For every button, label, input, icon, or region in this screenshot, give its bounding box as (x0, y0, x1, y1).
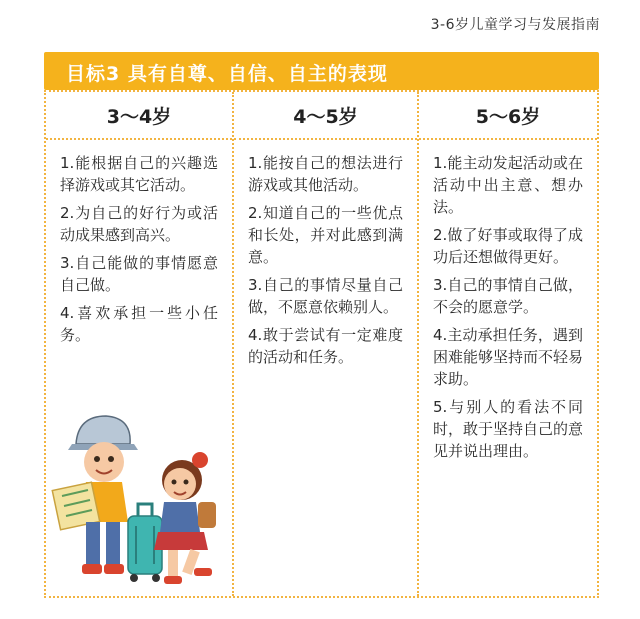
girl-figure (154, 452, 216, 584)
column-header: 3～4岁 (46, 92, 232, 140)
item-list (248, 152, 403, 374)
list-item: 3.自己能做的事情愿意自己做。 (60, 254, 218, 294)
list-item: 4.喜欢承担一些小任务。 (60, 304, 218, 344)
list-item: 1.能根据自己的兴趣选择游戏或其它活动。 (60, 154, 218, 194)
column-header: 4～5岁 (234, 92, 417, 140)
item-list (60, 152, 218, 352)
age-column-5-6 (419, 92, 597, 596)
goal-title: 目标3 具有自尊、自信、自主的表现 (66, 63, 388, 85)
children-with-suitcase-illustration (48, 404, 228, 594)
document-header-title: 3-6岁儿童学习与发展指南 (430, 17, 600, 33)
list-item: 4.主动承担任务，遇到困难能够坚持而不轻易求助。 (433, 326, 584, 388)
list-item: 5.与别人的看法不同时，敢于坚持自己的意见并说出理由。 (433, 398, 584, 460)
list-item: 1.能主动发起活动或在活动中出主意、想办法。 (433, 154, 583, 216)
list-item: 1.能按自己的想法进行游戏或其他活动。 (248, 154, 403, 194)
list-item: 2.为自己的好行为或活动成果感到高兴。 (60, 204, 218, 244)
list-item: 2.知道自己的一些优点和长处，并对此感到满意。 (248, 204, 403, 266)
list-item: 2.做了好事或取得了成功后还想做得更好。 (433, 226, 583, 266)
list-item: 4.敢于尝试有一定难度的活动和任务。 (248, 326, 403, 366)
list-item: 3.自己的事情尽量自己做，不愿意依赖别人。 (248, 276, 403, 316)
list-item: 3.自己的事情自己做，不会的愿意学。 (433, 276, 583, 316)
age-column-4-5 (234, 92, 417, 596)
boy-figure (52, 416, 138, 574)
item-list (433, 152, 583, 468)
column-header: 5～6岁 (419, 92, 597, 140)
goal-banner (44, 52, 599, 90)
